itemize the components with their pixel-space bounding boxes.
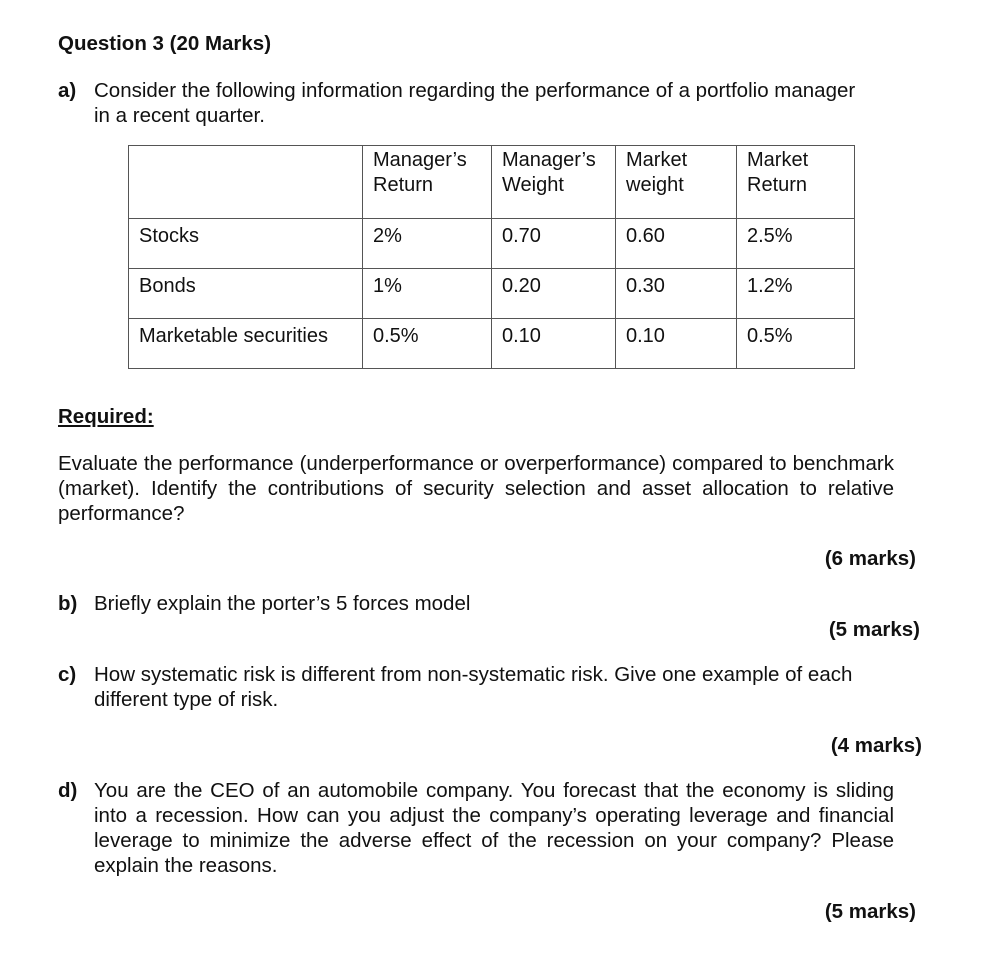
question-title: Question 3 (20 Marks) <box>58 32 272 55</box>
header-cell-empty <box>129 146 363 219</box>
table-row <box>129 269 855 319</box>
table-row <box>129 319 855 369</box>
header-text: Return <box>373 174 434 196</box>
part-d <box>58 778 894 878</box>
part-a-marks: (6 marks) <box>824 547 916 570</box>
table-cell: 0.5% <box>737 319 855 369</box>
table-row <box>129 219 855 269</box>
table-cell: 0.10 <box>492 319 616 369</box>
part-b-text: Briefly explain the porter’s 5 forces model <box>94 592 471 615</box>
table-cell: 0.70 <box>492 219 616 269</box>
header-cell-market-return <box>737 146 855 219</box>
header-cell-managers-return <box>363 146 492 219</box>
header-cell-managers-weight <box>492 146 616 219</box>
part-c-text-line1: How systematic risk is different from non-systematic risk. Give one example of each <box>94 663 853 686</box>
header-text: weight <box>626 174 684 196</box>
part-a-letter: a) <box>58 79 77 102</box>
part-c-letter: c) <box>58 663 77 686</box>
table-header-row <box>129 146 855 219</box>
part-b <box>58 591 930 616</box>
header-text: Market <box>747 149 809 171</box>
header-text: Manager’s <box>502 149 596 171</box>
table-cell: 0.5% <box>363 319 492 369</box>
part-d-marks: (5 marks) <box>824 900 916 923</box>
table-cell: 2% <box>363 219 492 269</box>
part-b-letter: b) <box>58 592 78 615</box>
part-d-letter: d) <box>58 779 78 802</box>
part-c-marks: (4 marks) <box>830 734 922 757</box>
required-heading: Required: <box>58 405 154 428</box>
header-cell-market-weight <box>616 146 737 219</box>
part-a-text-line2: in a recent quarter. <box>94 104 265 127</box>
part-b-marks: (5 marks) <box>828 618 920 641</box>
table-cell: 1% <box>363 269 492 319</box>
part-c-text-line2: different type of risk. <box>94 688 279 711</box>
table-cell: 0.20 <box>492 269 616 319</box>
table-cell: 0.60 <box>616 219 737 269</box>
table-cell: 1.2% <box>737 269 855 319</box>
evaluate-text: Evaluate the performance (underperformance or overperformance) compared to benchmark (market). Identify the contributions of security selection and asset allocation to relative performance? <box>58 452 894 525</box>
part-a-intro <box>58 78 930 128</box>
table-cell: 0.10 <box>616 319 737 369</box>
table-cell: 0.30 <box>616 269 737 319</box>
table-cell: 2.5% <box>737 219 855 269</box>
header-text: Return <box>747 174 808 196</box>
row-label-marketable-securities: Marketable securities <box>129 319 363 369</box>
header-text: Market <box>626 149 688 171</box>
header-text: Manager’s <box>373 149 467 171</box>
part-c <box>58 662 930 712</box>
row-label-bonds: Bonds <box>129 269 363 319</box>
row-label-stocks: Stocks <box>129 219 363 269</box>
performance-table <box>128 145 855 369</box>
part-d-text: You are the CEO of an automobile company. You forecast that the economy is sliding into a recession. How can you adjust the company’s operating leverage and financial leverage to minimize the adverse effect of the recession on your company? Please explain the reasons. <box>94 779 894 877</box>
header-text: Weight <box>502 174 564 196</box>
part-a-text-line1: Consider the following information regarding the performance of a portfolio manager <box>94 79 856 102</box>
